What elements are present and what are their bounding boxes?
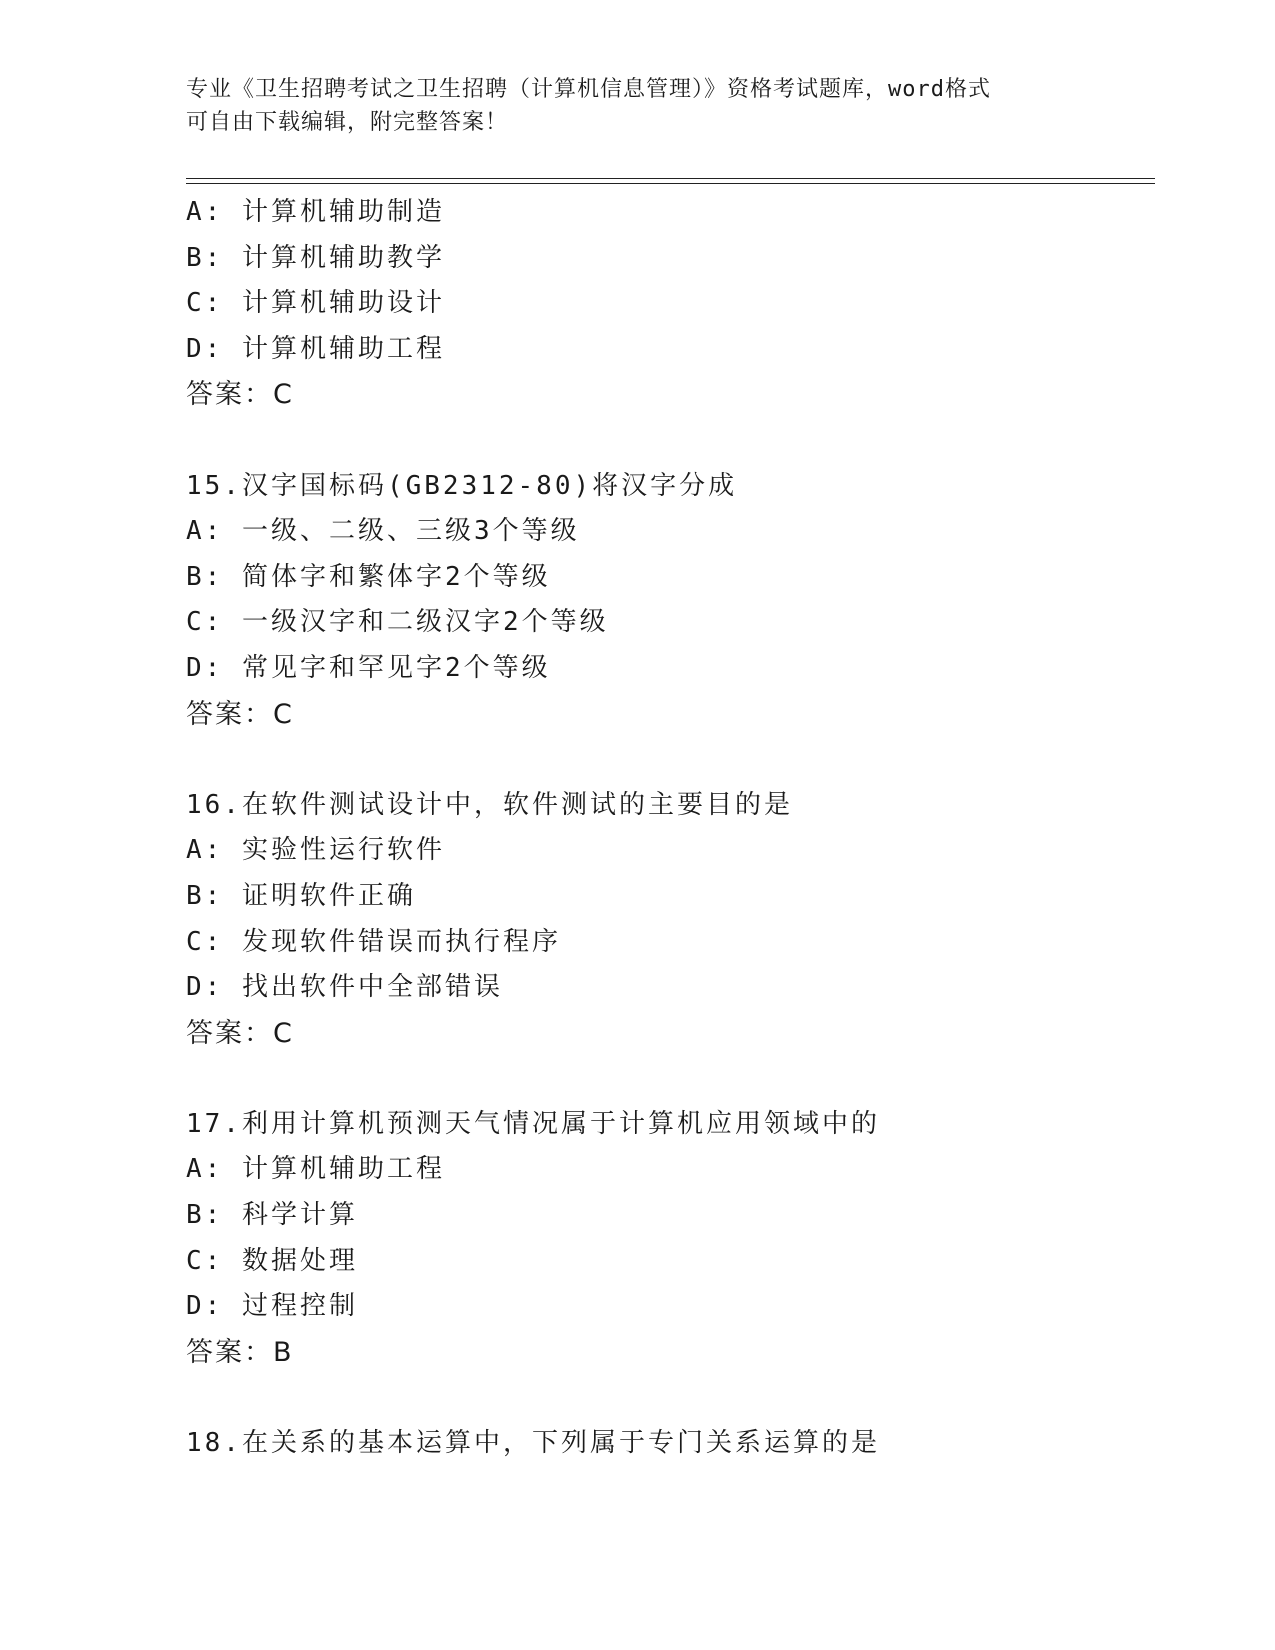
option-a: A: 一级、二级、三级3个等级 bbox=[186, 516, 580, 547]
option-b: B: 计算机辅助教学 bbox=[186, 242, 445, 273]
answer: 答案：C bbox=[186, 698, 294, 730]
question-18 bbox=[186, 1421, 1146, 1467]
question-14-continued bbox=[186, 190, 1146, 418]
option-a: A: 实验性运行软件 bbox=[186, 835, 445, 866]
option-a: A: 计算机辅助工程 bbox=[186, 1154, 445, 1185]
question-stem: 16.在软件测试设计中，软件测试的主要目的是 bbox=[186, 789, 793, 820]
question-16 bbox=[186, 783, 1146, 1057]
question-17 bbox=[186, 1102, 1146, 1376]
answer: 答案：C bbox=[186, 379, 294, 411]
question-stem: 18.在关系的基本运算中，下列属于专门关系运算的是 bbox=[186, 1428, 880, 1459]
option-c: C: 计算机辅助设计 bbox=[186, 288, 445, 319]
header-title-line-1: 专业《卫生招聘考试之卫生招聘（计算机信息管理）》资格考试题库，word格式 bbox=[186, 77, 991, 102]
option-b: B: 简体字和繁体字2个等级 bbox=[186, 561, 551, 592]
question-15 bbox=[186, 464, 1146, 738]
header-divider-bottom bbox=[186, 183, 1155, 184]
answer: 答案：B bbox=[186, 1336, 294, 1368]
header-title-line-2: 可自由下载编辑，附完整答案！ bbox=[186, 110, 509, 135]
question-stem: 17.利用计算机预测天气情况属于计算机应用领域中的 bbox=[186, 1108, 880, 1139]
option-d: D: 找出软件中全部错误 bbox=[186, 972, 503, 1003]
question-stem: 15.汉字国标码(GB2312-80)将汉字分成 bbox=[186, 470, 738, 501]
spacer bbox=[186, 1056, 1146, 1102]
question-list bbox=[186, 190, 1146, 1467]
option-b: B: 科学计算 bbox=[186, 1200, 358, 1231]
spacer bbox=[186, 418, 1146, 464]
option-d: D: 过程控制 bbox=[186, 1291, 358, 1322]
header-divider-top bbox=[186, 178, 1155, 179]
option-d: D: 常见字和罕见字2个等级 bbox=[186, 652, 551, 683]
option-c: C: 数据处理 bbox=[186, 1245, 358, 1276]
spacer bbox=[186, 1375, 1146, 1421]
option-c: C: 发现软件错误而执行程序 bbox=[186, 926, 561, 957]
spacer bbox=[186, 737, 1146, 783]
answer: 答案：C bbox=[186, 1017, 294, 1049]
option-d: D: 计算机辅助工程 bbox=[186, 333, 445, 364]
document-header bbox=[186, 73, 1086, 139]
option-a: A: 计算机辅助制造 bbox=[186, 197, 445, 227]
option-c: C: 一级汉字和二级汉字2个等级 bbox=[186, 607, 609, 638]
option-b: B: 证明软件正确 bbox=[186, 880, 416, 911]
